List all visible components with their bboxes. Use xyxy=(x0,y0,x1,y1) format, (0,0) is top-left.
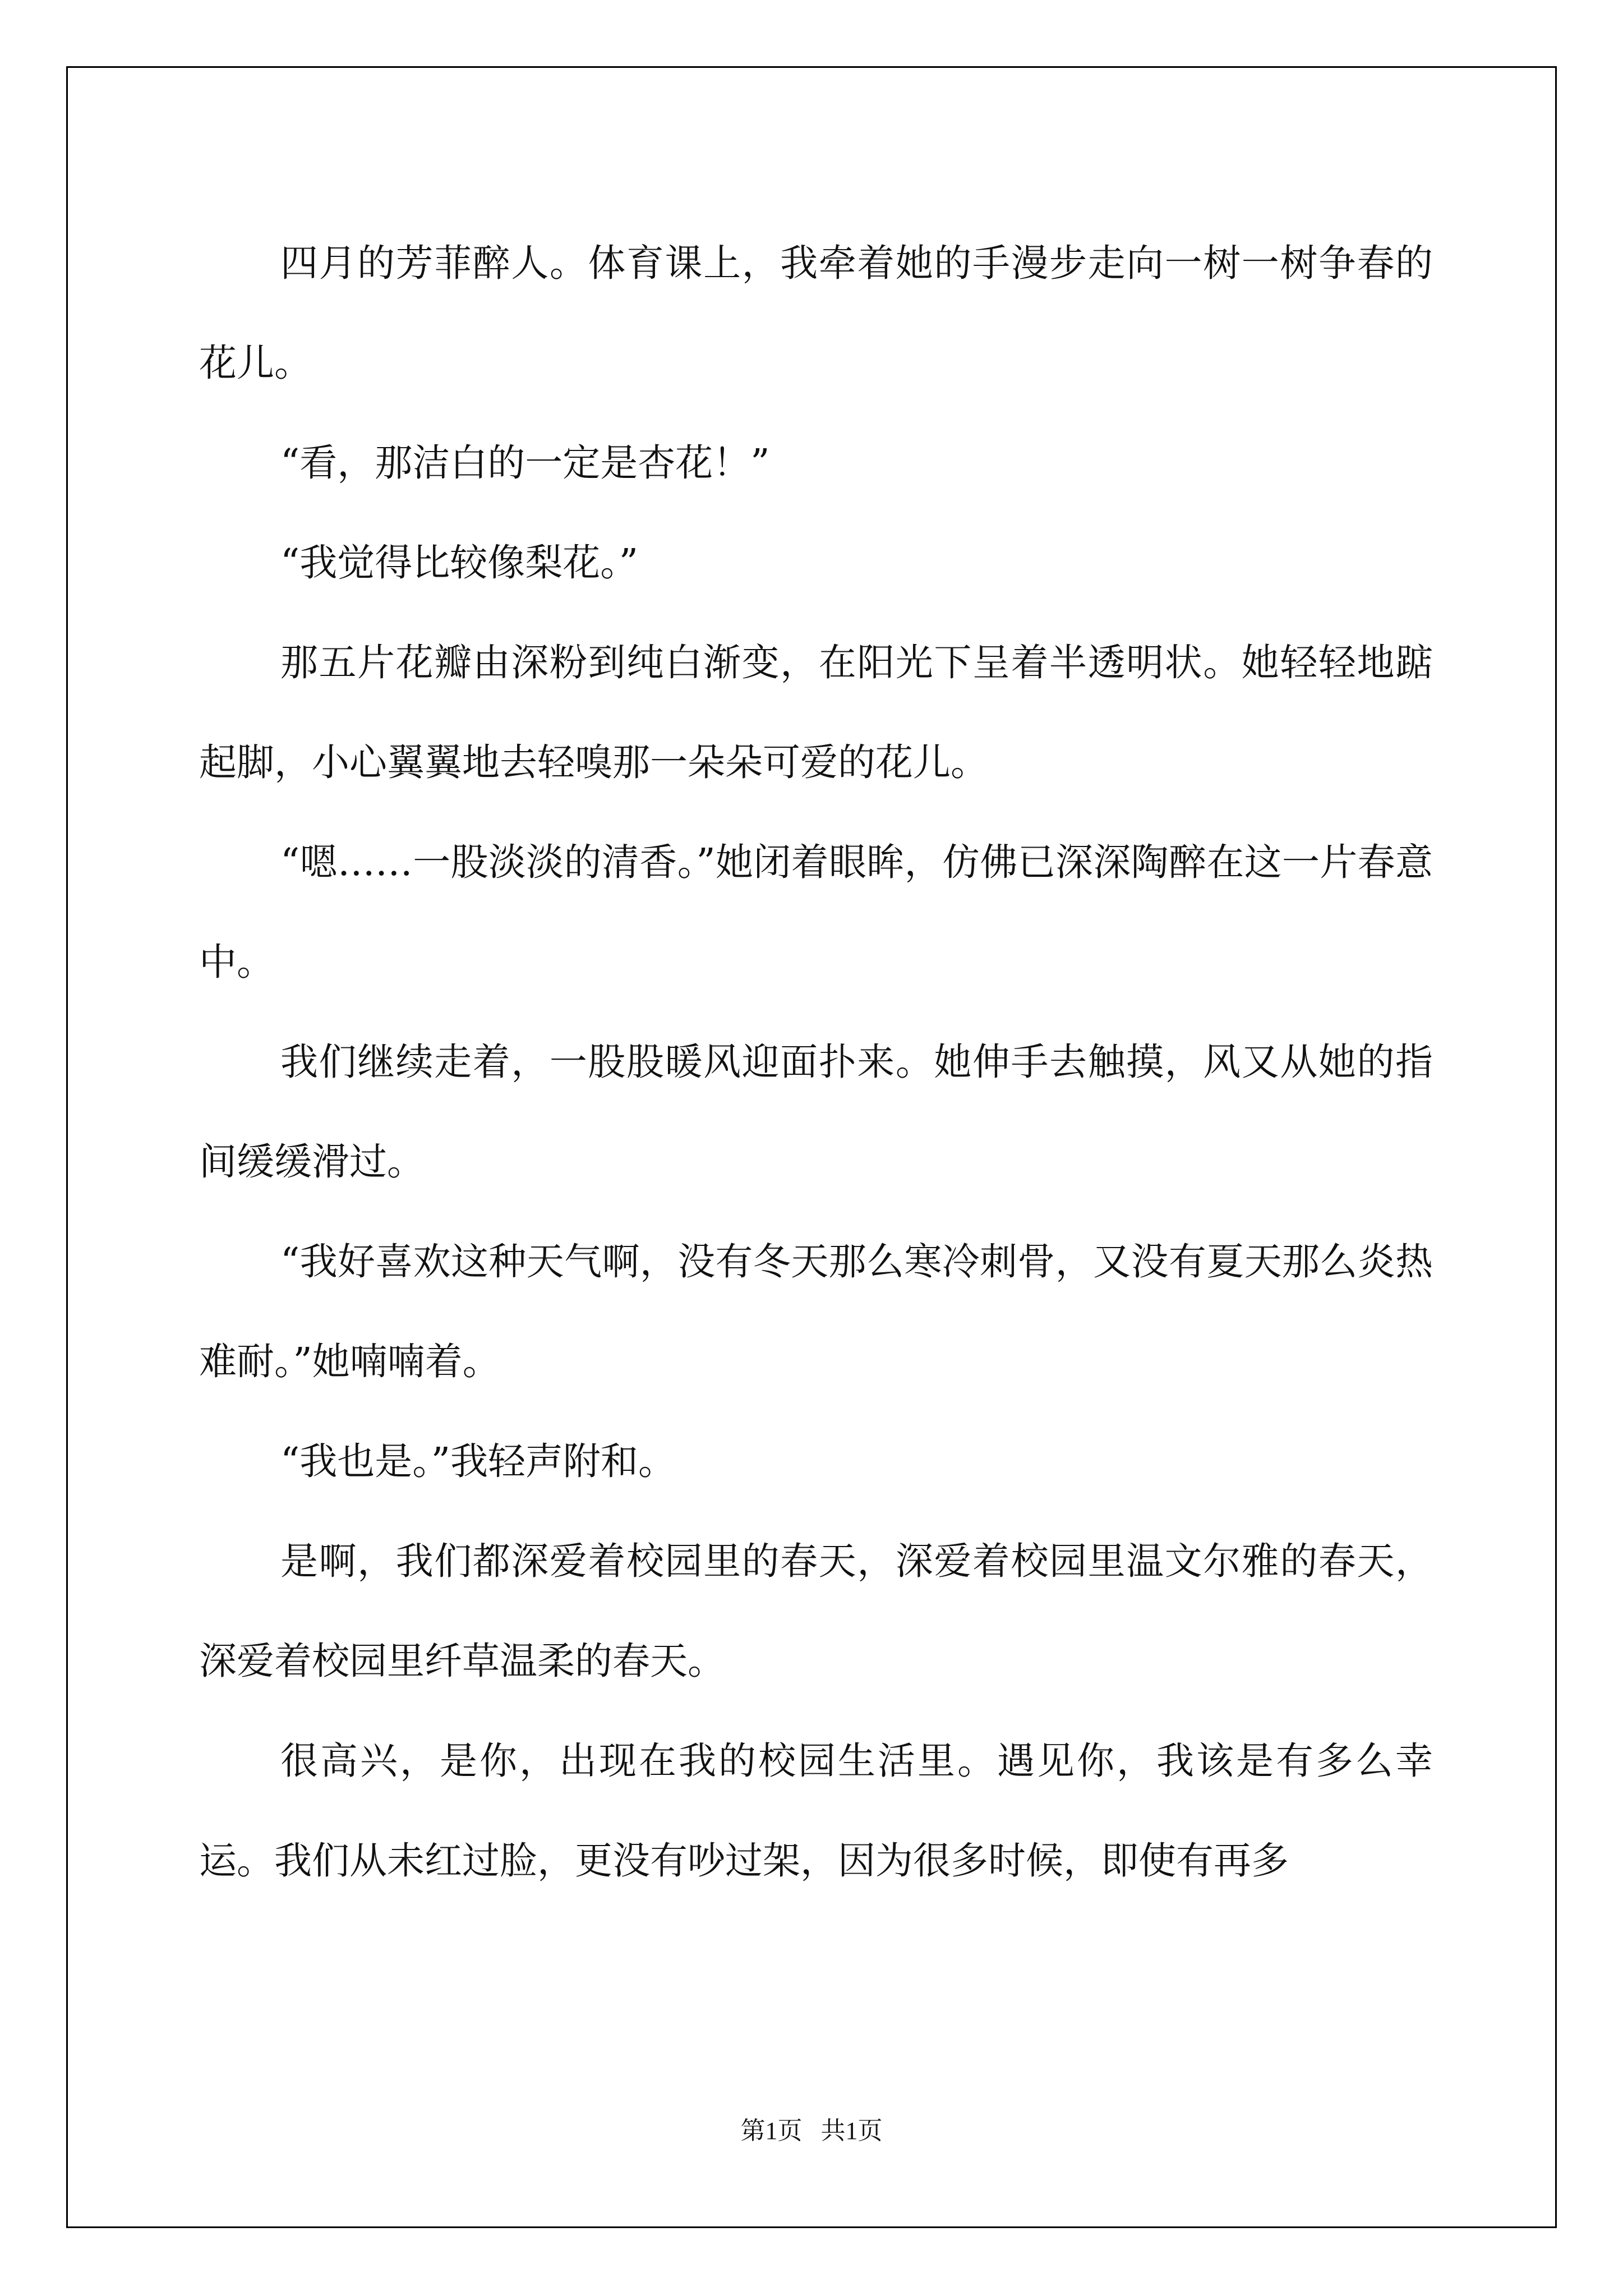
page-footer xyxy=(0,2110,1623,2146)
paragraph-2: “看，那洁白的一定是杏花！” xyxy=(280,441,770,485)
paragraph-1: 四月的芳菲醉人。体育课上，我牵着她的手漫步走向一树一树争春的花儿。 xyxy=(199,241,1433,385)
footer-separator xyxy=(803,2117,821,2145)
paragraph-4: 那五片花瓣由深粉到纯白渐变，在阳光下呈着半透明状。她轻轻地踮起脚，小心翼翼地去轻嗅那一朵朵可爱的花儿。 xyxy=(199,641,1433,784)
paragraph-5: “嗯……一股淡淡的清香。”她闭着眼眸，仿佛已深深陶醉在这一片春意中。 xyxy=(199,840,1433,984)
paragraph-9: 是啊，我们都深爱着校园里的春天，深爱着校园里温文尔雅的春天，深爱着校园里纤草温柔的春天。 xyxy=(199,1539,1433,1683)
paragraph-3: “我觉得比较像梨花。” xyxy=(280,541,639,585)
paragraph-7: “我好喜欢这种天气啊，没有冬天那么寒冷刺骨，又没有夏天那么炎热难耐。”她喃喃着。 xyxy=(199,1240,1433,1383)
page-number-total: 共1页 xyxy=(820,2117,883,2145)
document-body xyxy=(199,213,1433,1911)
paragraph-6: 我们继续走着，一股股暖风迎面扑来。她伸手去触摸，风又从她的指间缓缓滑过。 xyxy=(199,1040,1433,1184)
paragraph-8: “我也是。”我轻声附和。 xyxy=(280,1439,676,1483)
page-number-current: 第1页 xyxy=(740,2117,803,2145)
paragraph-10: 很高兴，是你，出现在我的校园生活里。遇见你，我该是有多么幸运。我们从未红过脸，更没有吵过架，因为很多时候，即使有再多 xyxy=(199,1739,1433,1883)
